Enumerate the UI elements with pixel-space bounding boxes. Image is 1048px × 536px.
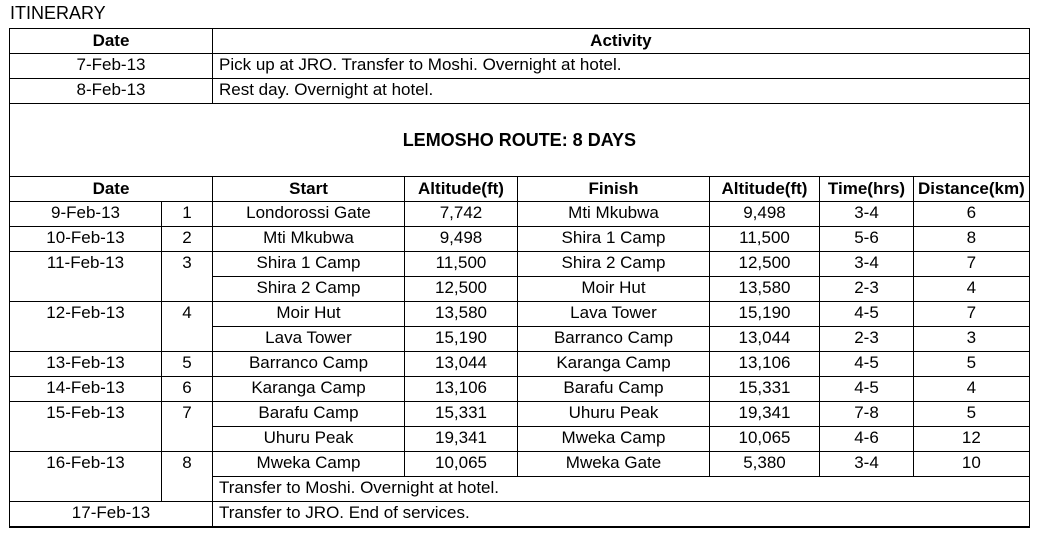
finish-altitude-cell: 11,500 [710, 227, 820, 252]
finish-cell: Barranco Camp [518, 327, 710, 352]
finish-cell: Uhuru Peak [518, 402, 710, 427]
finish-cell: Barafu Camp [518, 377, 710, 402]
time-cell: 4-6 [820, 427, 914, 452]
date-cell: 13-Feb-13 [10, 352, 162, 377]
date-cell: 11-Feb-13 [10, 252, 162, 302]
activity-cell: Transfer to JRO. End of services. [213, 502, 1030, 528]
start-altitude-cell: 19,341 [405, 427, 518, 452]
day-number: 5 [162, 352, 213, 377]
time-cell: 4-5 [820, 377, 914, 402]
start-header: Start [213, 177, 405, 202]
start-altitude-cell: 13,044 [405, 352, 518, 377]
start-altitude-cell: 12,500 [405, 277, 518, 302]
finish-header: Finish [518, 177, 710, 202]
start-altitude-cell: 15,190 [405, 327, 518, 352]
table-row [10, 377, 1030, 402]
distance-cell: 4 [914, 277, 1030, 302]
time-cell: 4-5 [820, 302, 914, 327]
time-cell: 3-4 [820, 452, 914, 477]
time-cell: 2-3 [820, 327, 914, 352]
note-cell: Transfer to Moshi. Overnight at hotel. [213, 477, 1030, 502]
start-cell: Barranco Camp [213, 352, 405, 377]
start-cell: Karanga Camp [213, 377, 405, 402]
finish-cell: Lava Tower [518, 302, 710, 327]
distance-cell: 12 [914, 427, 1030, 452]
start-cell: Lava Tower [213, 327, 405, 352]
table-row [10, 302, 1030, 327]
time-cell: 5-6 [820, 227, 914, 252]
day-number: 2 [162, 227, 213, 252]
start-cell: Mti Mkubwa [213, 227, 405, 252]
finish-cell: Moir Hut [518, 277, 710, 302]
finish-altitude-cell: 10,065 [710, 427, 820, 452]
finish-altitude-cell: 13,580 [710, 277, 820, 302]
start-altitude-cell: 15,331 [405, 402, 518, 427]
start-altitude-cell: 9,498 [405, 227, 518, 252]
day-number: 8 [162, 452, 213, 502]
date-header: Date [10, 177, 213, 202]
date-cell: 15-Feb-13 [10, 402, 162, 452]
date-cell: 7-Feb-13 [10, 54, 213, 79]
table-row [10, 79, 1030, 104]
distance-cell: 3 [914, 327, 1030, 352]
day-number: 7 [162, 402, 213, 452]
start-cell: Moir Hut [213, 302, 405, 327]
date-cell: 17-Feb-13 [10, 502, 213, 528]
day-number: 6 [162, 377, 213, 402]
start-cell: Mweka Camp [213, 452, 405, 477]
finish-cell: Shira 1 Camp [518, 227, 710, 252]
page-title: ITINERARY [10, 3, 106, 23]
start-altitude-cell: 13,106 [405, 377, 518, 402]
distance-cell: 5 [914, 402, 1030, 427]
start-cell: Shira 2 Camp [213, 277, 405, 302]
finish-altitude-cell: 13,044 [710, 327, 820, 352]
date-cell: 14-Feb-13 [10, 377, 162, 402]
itinerary-table [9, 28, 1030, 528]
start-altitude-header: Altitude(ft) [405, 177, 518, 202]
date-header: Date [10, 29, 213, 54]
activity-header: Activity [213, 29, 1030, 54]
day-number: 3 [162, 252, 213, 302]
start-altitude-cell: 13,580 [405, 302, 518, 327]
distance-cell: 10 [914, 452, 1030, 477]
date-cell: 9-Feb-13 [10, 202, 162, 227]
finish-cell: Mti Mkubwa [518, 202, 710, 227]
distance-header: Distance(km) [914, 177, 1030, 202]
date-cell: 16-Feb-13 [10, 452, 162, 502]
distance-cell: 8 [914, 227, 1030, 252]
date-cell: 12-Feb-13 [10, 302, 162, 352]
table-row [10, 352, 1030, 377]
distance-cell: 5 [914, 352, 1030, 377]
date-cell: 10-Feb-13 [10, 227, 162, 252]
distance-cell: 4 [914, 377, 1030, 402]
table-row [10, 202, 1030, 227]
finish-altitude-cell: 5,380 [710, 452, 820, 477]
distance-cell: 6 [914, 202, 1030, 227]
start-altitude-cell: 10,065 [405, 452, 518, 477]
table-row [10, 252, 1030, 277]
header-row [10, 177, 1030, 202]
start-altitude-cell: 11,500 [405, 252, 518, 277]
start-cell: Barafu Camp [213, 402, 405, 427]
table-row [10, 54, 1030, 79]
day-number: 1 [162, 202, 213, 227]
finish-cell: Shira 2 Camp [518, 252, 710, 277]
route-title-row [10, 104, 1030, 177]
distance-cell: 7 [914, 302, 1030, 327]
time-cell: 4-5 [820, 352, 914, 377]
finish-cell: Karanga Camp [518, 352, 710, 377]
day-number: 4 [162, 302, 213, 352]
start-cell: Uhuru Peak [213, 427, 405, 452]
finish-altitude-cell: 15,190 [710, 302, 820, 327]
route-title: LEMOSHO ROUTE: 8 DAYS [10, 104, 1030, 177]
date-cell: 8-Feb-13 [10, 79, 213, 104]
activity-cell: Rest day. Overnight at hotel. [213, 79, 1030, 104]
distance-cell: 7 [914, 252, 1030, 277]
table-row [10, 227, 1030, 252]
start-cell: Shira 1 Camp [213, 252, 405, 277]
header-row [10, 29, 1030, 54]
table-row [10, 402, 1030, 427]
finish-cell: Mweka Camp [518, 427, 710, 452]
finish-altitude-header: Altitude(ft) [710, 177, 820, 202]
finish-altitude-cell: 12,500 [710, 252, 820, 277]
activity-cell: Pick up at JRO. Transfer to Moshi. Overnight at hotel. [213, 54, 1030, 79]
time-cell: 2-3 [820, 277, 914, 302]
time-cell: 3-4 [820, 252, 914, 277]
finish-altitude-cell: 9,498 [710, 202, 820, 227]
time-cell: 3-4 [820, 202, 914, 227]
table-row [10, 452, 1030, 477]
time-header: Time(hrs) [820, 177, 914, 202]
finish-altitude-cell: 19,341 [710, 402, 820, 427]
start-cell: Londorossi Gate [213, 202, 405, 227]
time-cell: 7-8 [820, 402, 914, 427]
finish-cell: Mweka Gate [518, 452, 710, 477]
finish-altitude-cell: 15,331 [710, 377, 820, 402]
table-row [10, 502, 1030, 528]
start-altitude-cell: 7,742 [405, 202, 518, 227]
finish-altitude-cell: 13,106 [710, 352, 820, 377]
